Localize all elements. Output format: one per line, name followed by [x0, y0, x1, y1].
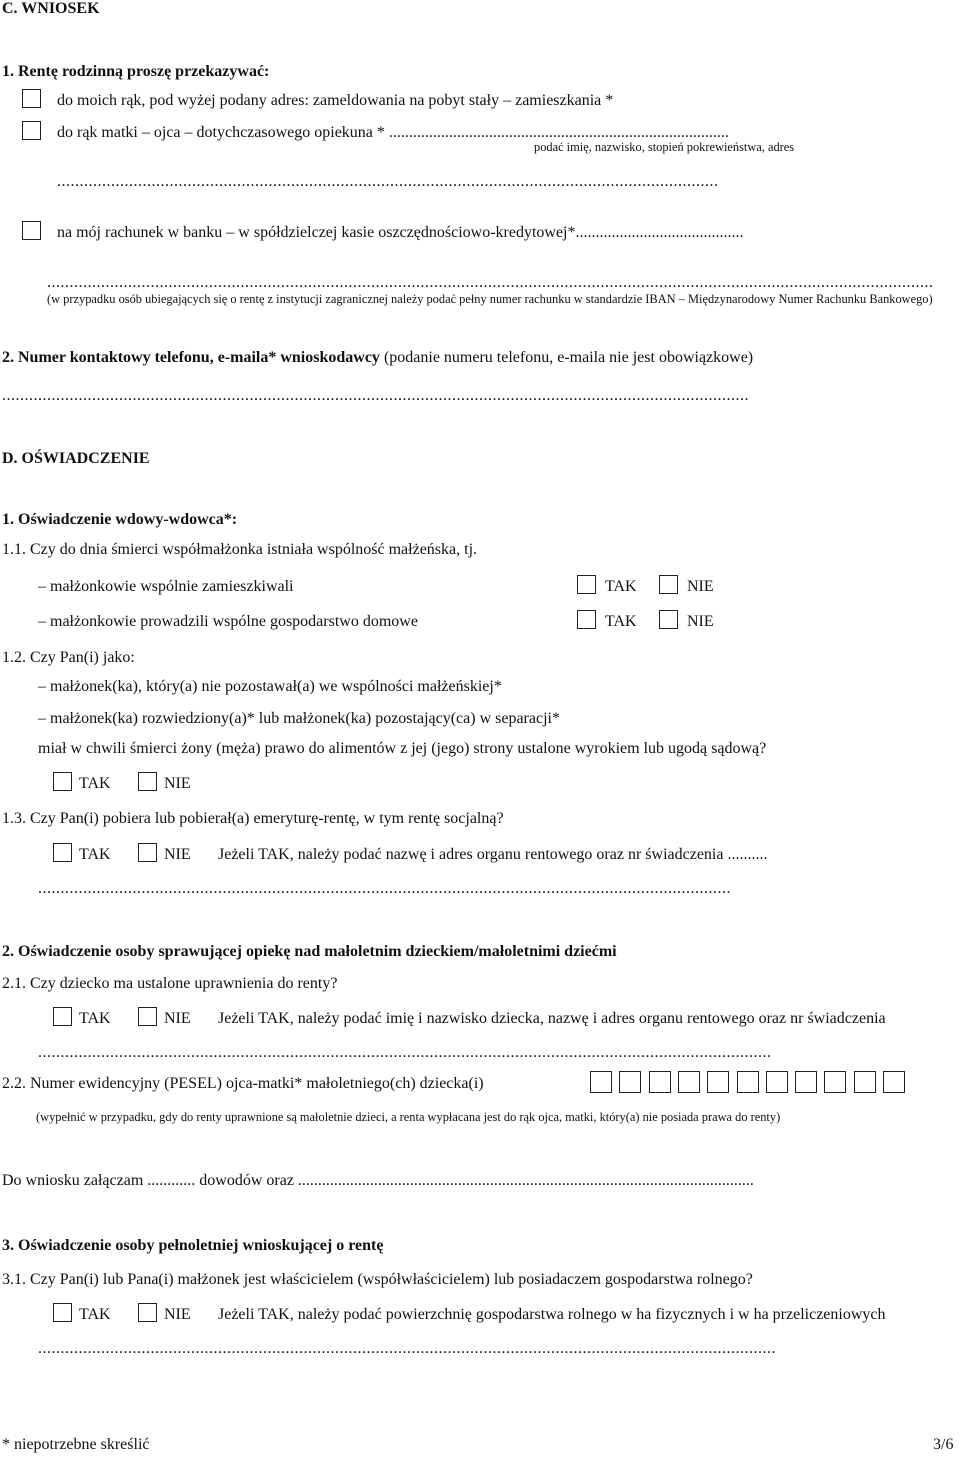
- label-tak: TAK: [79, 1306, 111, 1323]
- checkbox-1-1-a-tak[interactable]: [577, 575, 596, 594]
- pesel-digit-box[interactable]: [766, 1071, 788, 1093]
- question-1-2: 1.2. Czy Pan(i) jako:: [2, 649, 135, 666]
- checkbox-1-3-tak[interactable]: [53, 843, 72, 862]
- iban-note: (w przypadku osób ubiegających się o rentę z instytucji zagranicznej należy podać pełny numer rachunku w standardzie IBAN – Międzynarodowy Numer Rachunku Bankowego): [47, 292, 933, 306]
- option-own-hands-label: do moich rąk, pod wyżej podany adres: zameldowania na pobyt stały – zamieszkania *: [57, 92, 614, 109]
- section-c-title: C. WNIOSEK: [2, 0, 100, 17]
- pesel-digit-box[interactable]: [883, 1071, 905, 1093]
- label-nie: NIE: [164, 846, 191, 863]
- pension-office-line[interactable]: ..........................................................................................................................................................: [38, 880, 731, 897]
- pesel-note: (wypełnić w przypadku, gdy do renty uprawnione są małoletnie dzieci, a renta wypłacana jest do rąk ojca, matki, który(a) nie posiada prawa do renty): [36, 1110, 781, 1124]
- label-tak: TAK: [79, 846, 111, 863]
- checkbox-1-2-tak[interactable]: [53, 772, 72, 791]
- bank-account-line[interactable]: .....................................................................................................................................................................................................: [47, 274, 934, 291]
- label-tak: TAK: [79, 1010, 111, 1027]
- pesel-digit-box[interactable]: [824, 1071, 846, 1093]
- checkbox-2-1-nie[interactable]: [138, 1007, 157, 1026]
- contact-line[interactable]: ......................................................................................................................................................................: [2, 387, 749, 404]
- child-details-line[interactable]: ...................................................................................................................................................................: [38, 1044, 772, 1061]
- pesel-digit-box[interactable]: [619, 1071, 641, 1093]
- question-1-title: 1. Rentę rodzinną proszę przekazywać:: [2, 63, 270, 80]
- footer-note: * niepotrzebne skreślić: [2, 1436, 150, 1453]
- label-nie: NIE: [164, 775, 191, 792]
- pesel-digit-box[interactable]: [795, 1071, 817, 1093]
- checkbox-own-hands[interactable]: [22, 89, 41, 108]
- checkbox-1-1-b-tak[interactable]: [577, 610, 596, 629]
- pesel-digit-box[interactable]: [707, 1071, 729, 1093]
- question-1-1: 1.1. Czy do dnia śmierci współmałżonka istniała wspólność małżeńska, tj.: [2, 541, 478, 558]
- checkbox-1-1-b-nie[interactable]: [659, 610, 678, 629]
- question-1-2-b: – małżonek(ka) rozwiedziony(a)* lub małżonek(ka) pozostający(ca) w separacji*: [38, 710, 560, 727]
- question-1-2-a: – małżonek(ka), który(a) nie pozostawał(a) we wspólności małżeńskiej*: [38, 678, 502, 695]
- label-tak: TAK: [605, 578, 637, 595]
- farm-area-line[interactable]: ....................................................................................................................................................................: [38, 1340, 776, 1357]
- label-tak: TAK: [79, 775, 111, 792]
- checkbox-guardian-hands[interactable]: [22, 121, 41, 140]
- pesel-digit-box[interactable]: [649, 1071, 671, 1093]
- checkbox-1-1-a-nie[interactable]: [659, 575, 678, 594]
- guardian-hint: podać imię, nazwisko, stopień pokrewieństwa, adres: [534, 140, 795, 154]
- label-tak: TAK: [605, 613, 637, 630]
- question-1-2-c: miał w chwili śmierci żony (męża) prawo do alimentów z jej (jego) strony ustalone wyrokiem lub ugodą sądową?: [38, 740, 767, 757]
- checkbox-1-3-nie[interactable]: [138, 843, 157, 862]
- question-2-1-if-yes: Jeżeli TAK, należy podać imię i nazwisko dziecka, nazwę i adres organu rentowego oraz nr świadczenia: [218, 1010, 886, 1027]
- question-1-3: 1.3. Czy Pan(i) pobiera lub pobierał(a) emeryturę-rentę, w tym rentę socjalną?: [2, 810, 504, 827]
- checkbox-bank-account[interactable]: [22, 221, 41, 240]
- question-2-contact: [2, 349, 753, 367]
- attachments-line[interactable]: Do wniosku załączam ............ dowodów oraz ..................................................................................................................: [2, 1172, 754, 1189]
- question-1-1-a: – małżonkowie wspólnie zamieszkiwali: [38, 578, 294, 595]
- statement-1-title: 1. Oświadczenie wdowy-wdowca*:: [2, 511, 238, 528]
- checkbox-1-2-nie[interactable]: [138, 772, 157, 791]
- question-3-1: 3.1. Czy Pan(i) lub Pana(i) małżonek jest właścicielem (współwłaścicielem) lub posiadaczem gospodarstwa rolnego?: [2, 1271, 753, 1288]
- option-bank-account-label: na mój rachunek w banku – w spółdzielczej kasie oszczędnościowo-kredytowej*..........................................: [57, 224, 744, 241]
- label-nie: NIE: [164, 1306, 191, 1323]
- question-2-bold: 2. Numer kontaktowy telefonu, e-maila* wnioskodawcy: [2, 349, 380, 366]
- checkbox-2-1-tak[interactable]: [53, 1007, 72, 1026]
- statement-2-title: 2. Oświadczenie osoby sprawującej opiekę nad małoletnim dzieckiem/małoletnimi dziećmi: [2, 943, 617, 960]
- question-2-normal: (podanie numeru telefonu, e-maila nie jest obowiązkowe): [383, 349, 754, 366]
- section-d-title: D. OŚWIADCZENIE: [2, 450, 150, 467]
- pesel-digit-box[interactable]: [854, 1071, 876, 1093]
- label-nie: NIE: [687, 578, 714, 595]
- pesel-boxes: [590, 1071, 910, 1095]
- label-nie: NIE: [687, 613, 714, 630]
- pesel-digit-box[interactable]: [737, 1071, 759, 1093]
- label-nie: NIE: [164, 1010, 191, 1027]
- option-guardian-hands-label: do rąk matki – ojca – dotychczasowego opiekuna * .....................................................................................: [57, 124, 729, 141]
- checkbox-3-1-tak[interactable]: [53, 1303, 72, 1322]
- pesel-digit-box[interactable]: [590, 1071, 612, 1093]
- question-1-3-if-yes: Jeżeli TAK, należy podać nazwę i adres organu rentowego oraz nr świadczenia ..........: [218, 846, 768, 863]
- question-2-1: 2.1. Czy dziecko ma ustalone uprawnienia do renty?: [2, 975, 338, 992]
- question-1-1-b: – małżonkowie prowadzili wspólne gospodarstwo domowe: [38, 613, 418, 630]
- guardian-details-line[interactable]: ...................................................................................................................................................: [57, 173, 719, 190]
- question-3-1-if-yes: Jeżeli TAK, należy podać powierzchnię gospodarstwa rolnego w ha fizycznych i w ha przeliczeniowych: [218, 1306, 886, 1323]
- pesel-digit-box[interactable]: [678, 1071, 700, 1093]
- question-2-2: 2.2. Numer ewidencyjny (PESEL) ojca-matki* małoletniego(ch) dziecka(i): [2, 1075, 484, 1092]
- statement-3-title: 3. Oświadczenie osoby pełnoletniej wnioskującej o rentę: [2, 1237, 384, 1254]
- checkbox-3-1-nie[interactable]: [138, 1303, 157, 1322]
- page-number: 3/6: [933, 1436, 954, 1453]
